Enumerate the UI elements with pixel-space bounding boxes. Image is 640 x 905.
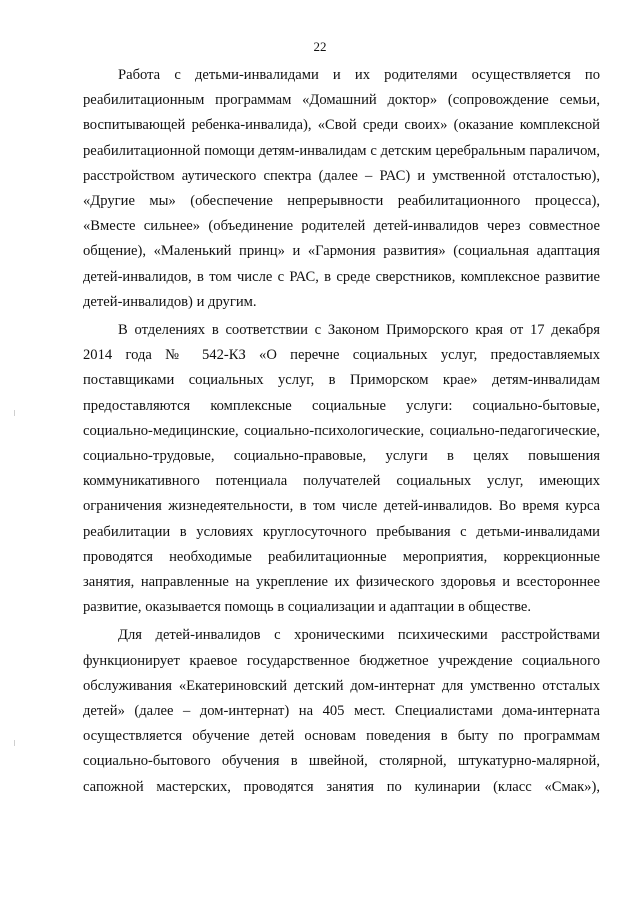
- paragraph-boarding-house: Для детей-инвалидов с хроническими психическими расстройствами функционирует краевое государственное бюджетное учреждение социального обслуживания «Екатериновский детский дом-интернат для умственно отсталых детей» (далее – дом-интернат) на 405 мест. Специалистами дома-интерната осуществляется обучение детей основам поведения в быту по программам социально-бытового обучения в швейной, столярной, штукатурно-малярной, сапожной мастерских, проводятся занятия по кулинарии (класс «Смак»),: [83, 627, 600, 795]
- scan-margin-mark: [14, 410, 15, 416]
- paragraph-rehabilitation-programs: Работа с детьми-инвалидами и их родителями осуществляется по реабилитационным программам «Домашний доктор» (сопровождение семьи, воспитывающей ребенка-инвалида), «Свой среди своих» (оказание комплексной реабилитационной помощи детям-инвалидам с детским церебральным параличом, расстройством аутического спектра (далее – РАС) и умственной отсталостью), «Другие мы» (обеспечение непрерывности реабилитационного процесса), «Вместе сильнее» (объединение родителей детей-инвалидов через совместное общение), «Маленький принц» и «Гармония развития» (социальная адаптация детей-инвалидов, в том числе с РАС, в среде сверстников, комплексное развитие детей-инвалидов) и другим.: [83, 67, 600, 310]
- paragraph-social-services: В отделениях в соответствии с Законом Приморского края от 17 декабря 2014 года № 542-КЗ «О перечне социальных услуг, предоставляемых поставщиками социальных услуг, в Приморском крае» детям-инвалидам предоставляются комплексные социальные услуги: социально-бытовые, социально-медицинские, социально-психологические, социально-педагогические, социально-трудовые, социально-правовые, услуги в целях повышения коммуникативного потенциала получателей социальных услуг, имеющих ограничения жизнедеятельности, в том числе детей-инвалидов. Во время курса реабилитации в условиях круглосуточного пребывания с детьми-инвалидами проводятся необходимые реабилитационные мероприятия, коррекционные занятия, направленные на укрепление их физического здоровья и всестороннее развитие, оказывается помощь в социализации и адаптации в обществе.: [83, 322, 600, 616]
- document-body: [83, 63, 600, 803]
- scan-margin-mark: [14, 740, 15, 746]
- page-number: 22: [313, 39, 327, 54]
